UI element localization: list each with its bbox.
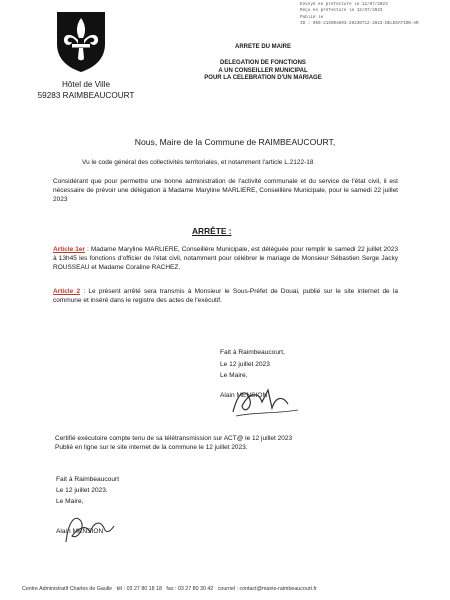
article-2 xyxy=(53,287,398,305)
mayor-heading: Nous, Maire de la Commune de RAIMBEAUCOURT, xyxy=(134,137,336,147)
title-line: DELEGATION DE FONCTIONS xyxy=(220,60,306,67)
signature-role: Le Maire, xyxy=(220,372,248,379)
article-1-text: : Madame Maryline MARLIERE, Conseillère Municipale, est déléguée pour remplir le samedi 22 juillet 2023 à 13h45 les fonctions d'officier de l'état civil, notamment pour célébrer le mariage de Monsieur Sébastien Serge Jacky ROUSSEAU et Madame Coraline RACHEZ. xyxy=(53,246,398,272)
vu-paragraph: Vu le code général des collectivités territoriales, et notamment l'article L.2122-18 xyxy=(82,159,314,166)
signature-name: Alain MENSION xyxy=(56,528,104,536)
footer-center: Centre Administratif Charles de Gaulle xyxy=(22,586,113,592)
transmission-stamp xyxy=(300,2,446,28)
footer-email: courriel : contact@mairie-raimbeaucourt.fr xyxy=(217,586,317,592)
title-line: POUR LA CELEBRATION D'UN MARIAGE xyxy=(204,75,322,82)
considerant-paragraph: Considérant que pour permettre une bonne administration de l'activité communale et du service de l'état civil, il est nécessaire de prévoir une délégation à Madame Maryline MARLIERE, Conseillère Municipale, pour le samedi 22 juillet 2023 xyxy=(53,178,398,204)
arrete-label: ARRÊTE : xyxy=(192,226,232,236)
address-line: Hôtel de Ville xyxy=(61,80,111,89)
stamp-line: Envoyé en préfecture le 12/07/2023 xyxy=(300,2,388,7)
title-line: A UN CONSEILLER MUNICIPAL xyxy=(218,67,308,74)
fleur-de-lis-crest-icon xyxy=(55,10,107,74)
page-footer xyxy=(22,586,432,592)
article-1-label: Article 1er xyxy=(53,246,85,253)
article-2-text: : Le présent arrêté sera transmis à Monsieur le Sous-Préfet de Douai, publié sur le site internet de la commune et inséré dans le registre des actes de l'exécutif. xyxy=(53,288,398,305)
handwritten-signature-icon xyxy=(228,382,308,422)
article-1 xyxy=(53,245,398,273)
stamp-line: Reçu en préfecture le 12/07/2023 xyxy=(300,8,383,14)
certification-line: Certifié exécutoire compte tenu de sa télétransmission sur ACT@ le 12 juillet 2023 xyxy=(55,435,293,442)
address-line: 59283 RAIMBEAUCOURT xyxy=(37,90,135,100)
document-title-block xyxy=(168,44,358,83)
stamp-line: Publié le xyxy=(300,14,324,20)
town-hall-address xyxy=(22,80,150,101)
handwritten-signature-icon xyxy=(60,510,120,548)
certification-block xyxy=(55,434,385,452)
signature-role: Le Maire, xyxy=(56,497,84,505)
signature-place: Fait à Raimbeaucourt, xyxy=(220,349,285,356)
footer-fax: fax : 03 27 80 30 42 xyxy=(166,586,214,592)
article-2-label: Article 2 xyxy=(53,288,81,295)
footer-phone: tél : 03 27 80 18 18 xyxy=(116,586,162,592)
signature-name: Alain MENSION xyxy=(220,391,268,399)
stamp-line: ID : 059-215904893-20230712-2023-DELEGATION-AR xyxy=(300,21,419,27)
signature-date: Le 12 juillet 2023. xyxy=(56,486,108,494)
signature-place: Fait à Raimbeaucourt xyxy=(56,476,120,483)
certification-line: Publié en ligne sur le site internet de la commune le 12 juillet 2023. xyxy=(55,444,248,452)
document-kind: ARRETE DU MAIRE xyxy=(234,44,291,50)
signature-date: Le 12 juillet 2023 xyxy=(220,360,270,368)
